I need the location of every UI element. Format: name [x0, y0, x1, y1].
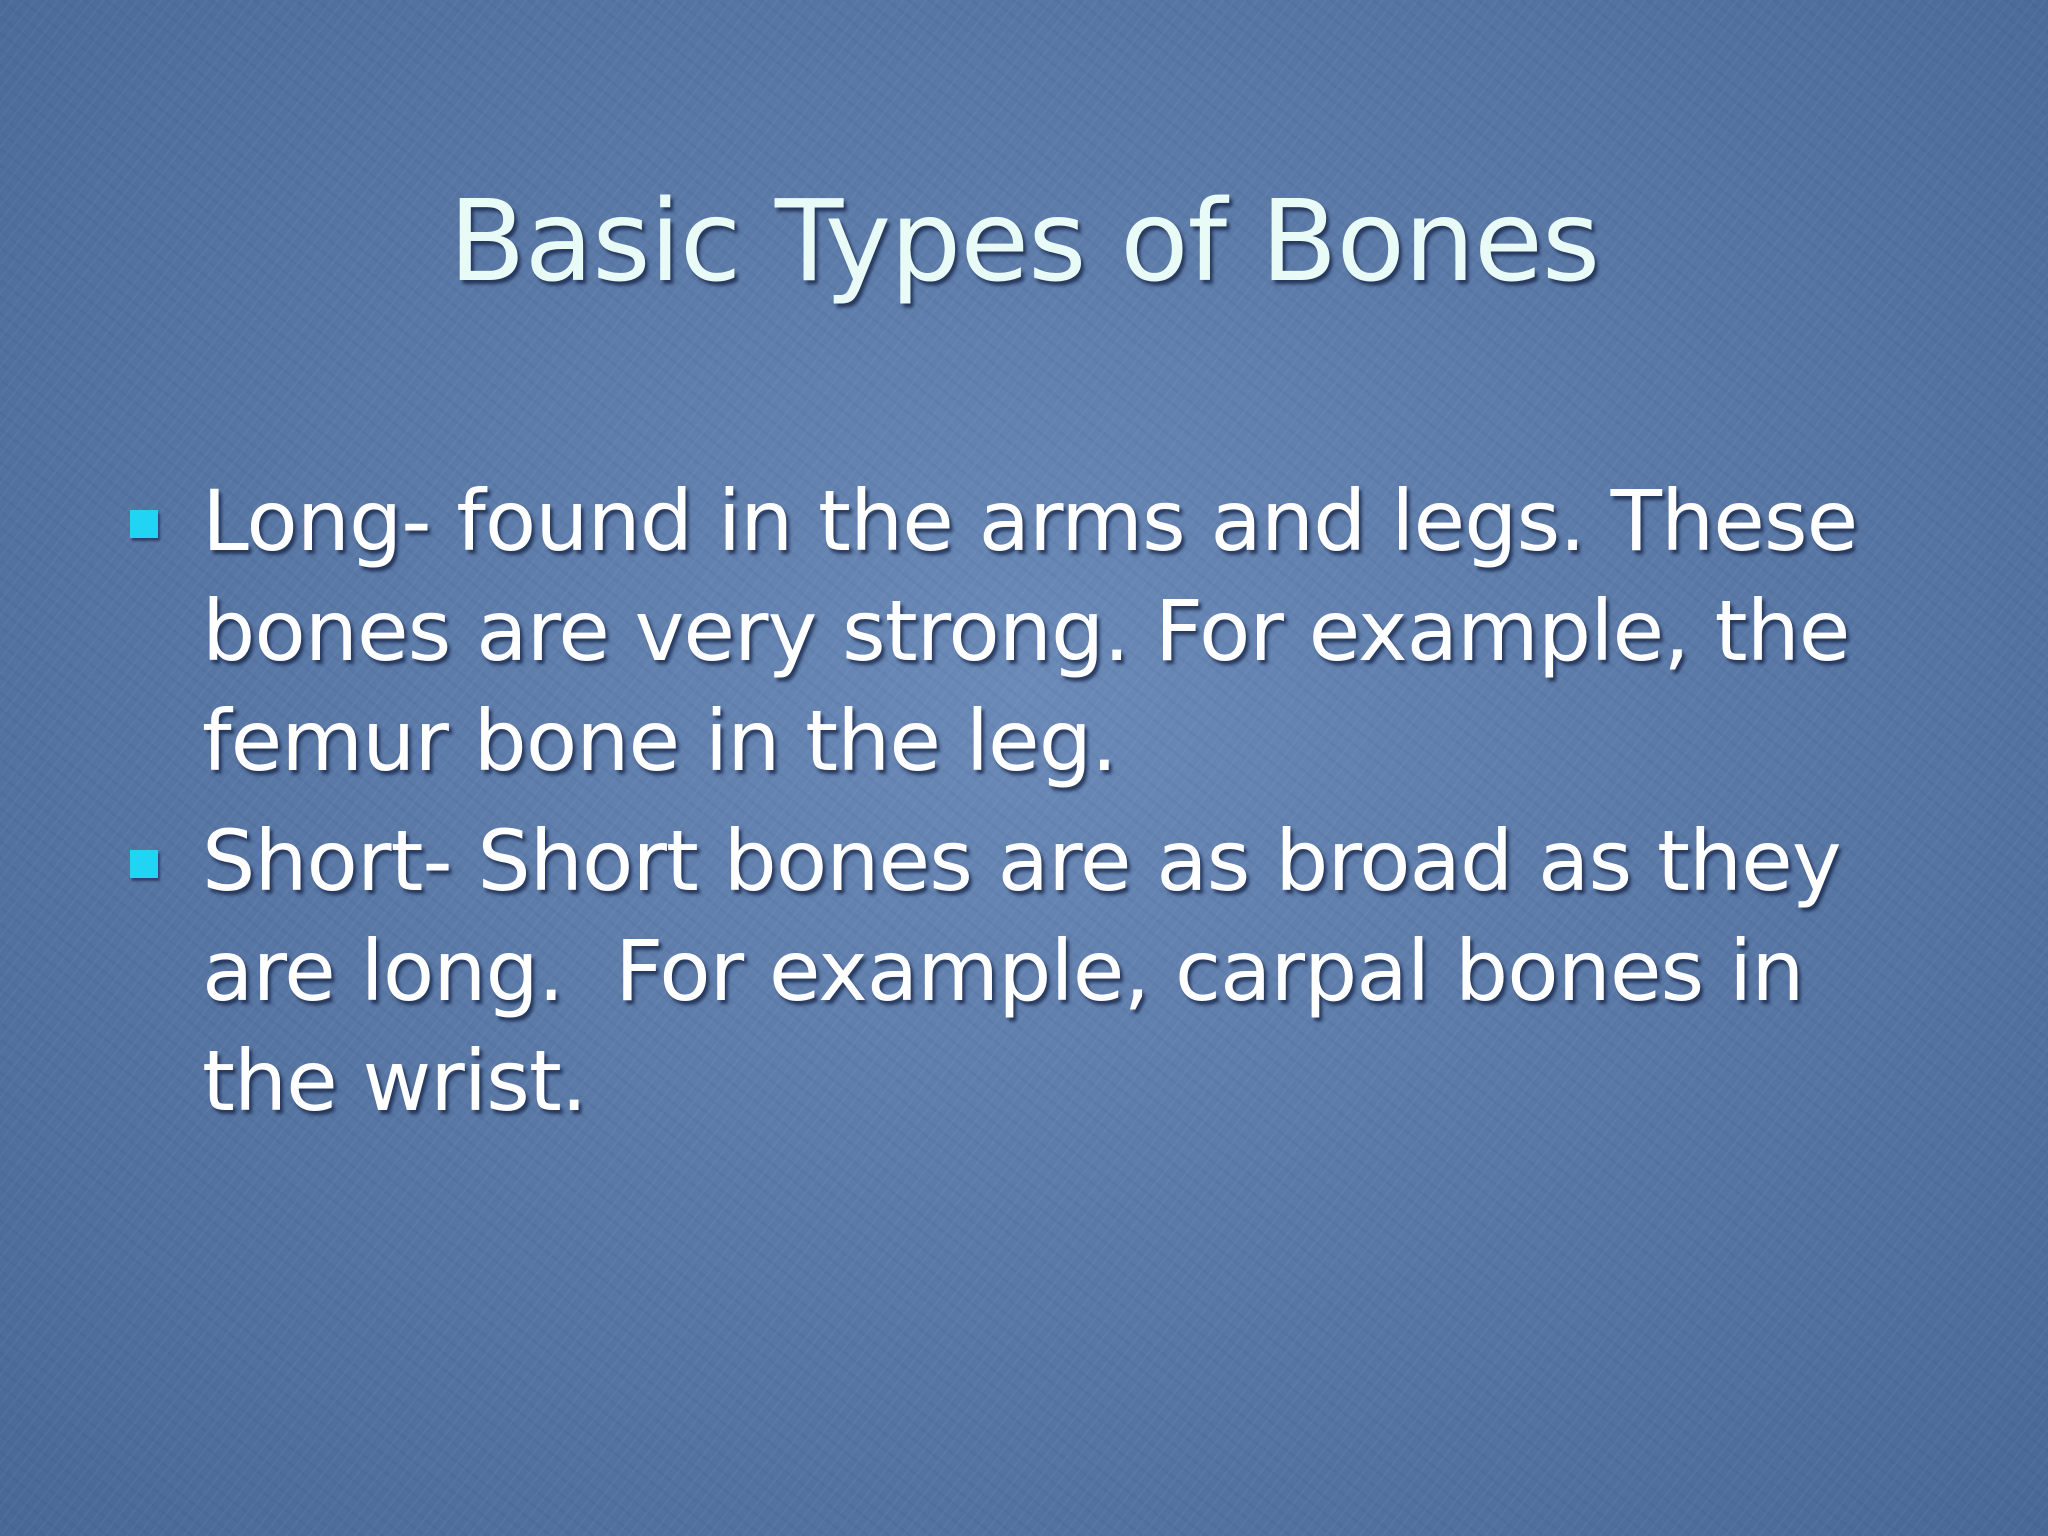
square-bullet-icon — [130, 510, 158, 538]
slide-title: Basic Types of Bones — [448, 177, 1600, 307]
bullet-list — [128, 466, 1908, 1146]
bullet-line: Short- Short bones are as broad as they — [202, 812, 1841, 910]
bullet-line: are long. For example, carpal bones in — [202, 922, 1804, 1020]
square-bullet-icon — [130, 850, 158, 878]
bullet-line: femur bone in the leg. — [202, 692, 1117, 790]
bullet-item-short-bones — [128, 806, 1908, 1136]
bullet-line: the wrist. — [202, 1032, 587, 1130]
bullet-line: bones are very strong. For example, the — [202, 582, 1850, 680]
bullet-item-long-bones — [128, 466, 1908, 796]
bullet-line: Long- found in the arms and legs. These — [202, 472, 1858, 570]
